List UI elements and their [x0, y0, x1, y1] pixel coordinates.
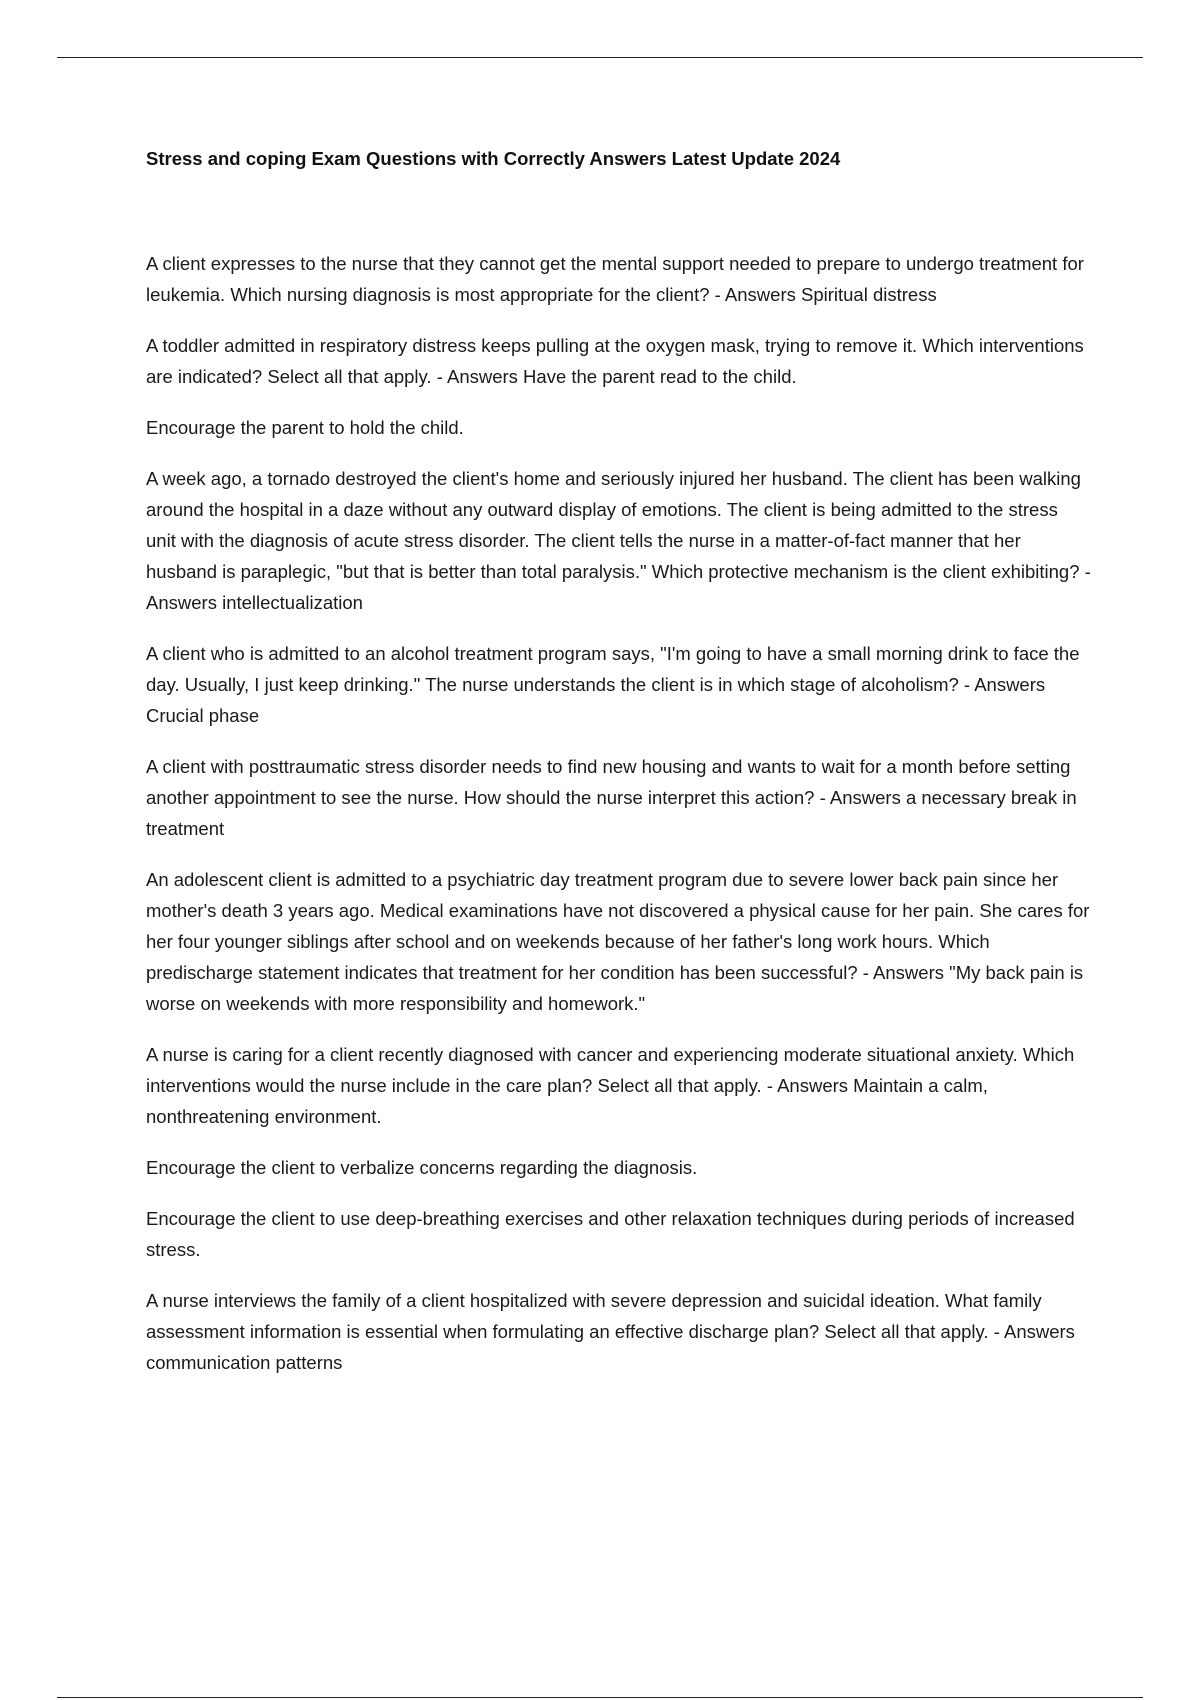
paragraph-6: A client with posttraumatic stress disorder needs to find new housing and wants to wait for a month before setting another appointment to see the nurse. How should the nurse interpret this action? - Answers a necessary break in treatment	[146, 756, 1077, 839]
paragraph-10: Encourage the client to use deep-breathing exercises and other relaxation techniques during periods of increased stress.	[146, 1208, 1075, 1260]
paragraph-1: A client expresses to the nurse that they cannot get the mental support needed to prepare to undergo treatment for leukemia. Which nursing diagnosis is most appropriate for the client? - Answers Spiritual distress	[146, 253, 1084, 305]
paragraph-5: A client who is admitted to an alcohol treatment program says, "I'm going to have a small morning drink to face the day. Usually, I just keep drinking." The nurse understands the client is in which stage of alcoholism? - Answers Crucial phase	[146, 643, 1080, 726]
paragraph-7: An adolescent client is admitted to a psychiatric day treatment program due to severe lower back pain since her mother's death 3 years ago. Medical examinations have not discovered a physical cause for her pain. She cares for her four younger siblings after school and on weekends because of her father's long work hours. Which predischarge statement indicates that treatment for her condition has been successful? - Answers "My back pain is worse on weekends with more responsibility and homework."	[146, 869, 1090, 1014]
paragraph-3: Encourage the parent to hold the child.	[146, 417, 464, 438]
bottom-rule	[57, 1697, 1143, 1698]
paragraph-4: A week ago, a tornado destroyed the client's home and seriously injured her husband. The client has been walking around the hospital in a daze without any outward display of emotions. The client is being admitted to the stress unit with the diagnosis of acute stress disorder. The client tells the nurse in a matter-of-fact manner that her husband is paraplegic, "but that is better than total paralysis." Which protective mechanism is the client exhibiting? - Answers intellectualization	[146, 468, 1091, 613]
paragraph-11: A nurse interviews the family of a client hospitalized with severe depression and suicidal ideation. What family assessment information is essential when formulating an effective discharge plan? Select all that apply. - Answers communication patterns	[146, 1290, 1075, 1373]
paragraph-8: A nurse is caring for a client recently diagnosed with cancer and experiencing moderate situational anxiety. Which interventions would the nurse include in the care plan? Select all that apply. - Answers Maintain a calm, nonthreatening environment.	[146, 1044, 1075, 1127]
document-title: Stress and coping Exam Questions with Correctly Answers Latest Update 2024	[146, 148, 841, 169]
document-body	[146, 248, 1092, 1398]
top-rule	[57, 57, 1143, 58]
paragraph-2: A toddler admitted in respiratory distress keeps pulling at the oxygen mask, trying to remove it. Which interventions are indicated? Select all that apply. - Answers Have the parent read to the child.	[146, 335, 1084, 387]
paragraph-9: Encourage the client to verbalize concerns regarding the diagnosis.	[146, 1157, 698, 1178]
